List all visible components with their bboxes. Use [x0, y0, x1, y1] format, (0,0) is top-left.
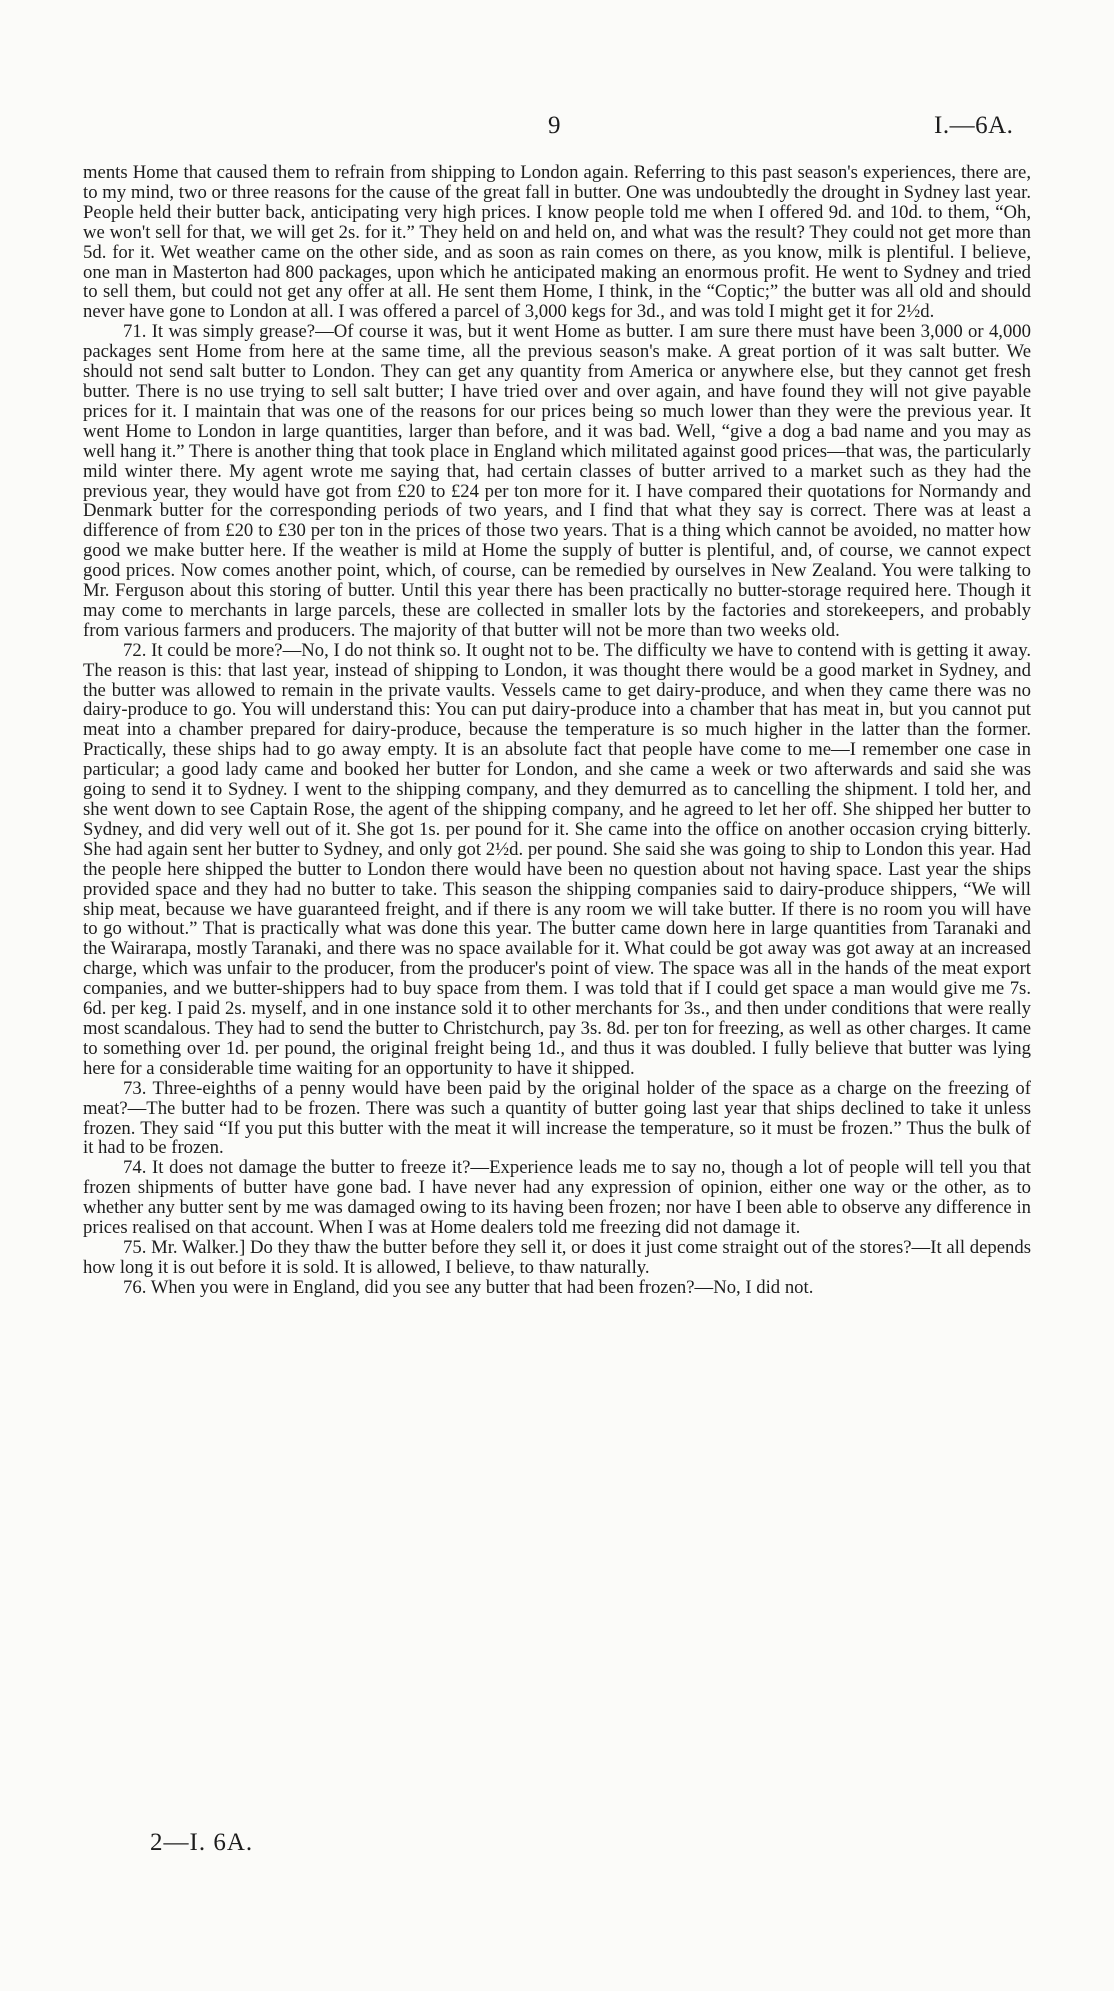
- signature-mark: 2—I. 6A.: [150, 1829, 254, 1856]
- page-number: 9: [548, 112, 561, 139]
- paragraph-75: 75. Mr. Walker.] Do they thaw the butter before they sell it, or does it just come straight out of the stores?—It all depends how long it is out before it is sold. It is allowed, I believe, to thaw naturally.: [83, 1236, 1031, 1278]
- document-reference: I.—6A.: [934, 112, 1014, 139]
- body-text: [83, 163, 1031, 1298]
- paragraph-74: 74. It does not damage the butter to freeze it?—Experience leads me to say no, though a lot of people will tell you that frozen shipments of butter have gone bad. I have never had any expression of opinion, either one way or the other, as to whether any butter sent by me was damaged owing to its having been frozen; nor have I been able to observe any difference in prices realised on that account. When I was at Home dealers told me freezing did not damage it.: [83, 1157, 1031, 1239]
- paragraph-72: 72. It could be more?—No, I do not think so. It ought not to be. The difficulty we have to contend with is getting it away. The reason is this: that last year, instead of shipping to London, it was thought there would be a good market in Sydney, and the butter was allowed to remain in the private vaults. Vessels came to get dairy-produce, and when they came there was no dairy-produce to go. You will understand this: You can put dairy-produce into a chamber that has meat in, but you cannot put meat into a chamber prepared for dairy-produce, because the temperature is so much higher in the latter than the former. Practically, these ships had to go away empty. It is an absolute fact that people have come to me—I remember one case in particular; a good lady came and booked her butter for London, and she came a week or two afterwards and said she was going to send it to Sydney. I went to the shipping company, and they demurred as to cancelling the shipment. I told her, and she went down to see Captain Rose, the agent of the shipping company, and he agreed to let her off. She shipped her butter to Sydney, and did very well out of it. She got 1s. per pound for it. She came into the office on another occasion crying bitterly. She had again sent her butter to Sydney, and only got 2½d. per pound. She said she was going to ship to London this year. Had the people here shipped the butter to London there would have been no question about not having space. Last year the ships provided space and they had no butter to take. This season the shipping companies said to dairy-produce shippers, “We will ship meat, because we have guaranteed freight, and if there is any room we will take butter. If there is no room you will have to go without.” That is practically what was done this year. The butter came down here in large quantities from Taranaki and the Wairarapa, mostly Taranaki, and there was no space available for it. What could be got away was got away at an increased charge, which was unfair to the producer, from the producer's point of view. The space was all in the hands of the meat export companies, and we butter-shippers had to buy space from them. I was told that if I could get space a man would give me 7s. 6d. per keg. I paid 2s. myself, and in one instance sold it to other merchants for 3s., and then under conditions that were really most scandalous. They had to send the butter to Christchurch, pay 3s. 8d. per ton for freezing, as well as other charges. It came to something over 1d. per pound, the original freight being 1d., and thus it was doubled. I fully believe that butter was lying here for a considerable time waiting for an opportunity to have it shipped.: [83, 639, 1031, 1079]
- paragraph-continuation: ments Home that caused them to refrain from shipping to London again. Referring to this past season's experiences, there are, to my mind, two or three reasons for the cause of the great fall in butter. One was undoubtedly the drought in Sydney last year. People held their butter back, anticipating very high prices. I know people told me when I offered 9d. and 10d. to them, “Oh, we won't sell for that, we will get 2s. for it.” They held on and held on, and what was the result? They could not get more than 5d. for it. Wet weather came on the other side, and as soon as rain comes on there, as you know, milk is plentiful. I believe, one man in Masterton had 800 packages, upon which he anticipated making an enormous profit. He went to Sydney and tried to sell them, but could not get any offer at all. He sent them Home, I think, in the “Coptic;” the butter was all old and should never have gone to London at all. I was offered a parcel of 3,000 kegs for 3d., and was told I might get it for 2½d.: [83, 162, 1031, 323]
- paragraph-76: 76. When you were in England, did you see any butter that had been frozen?—No, I did not.: [123, 1276, 814, 1298]
- paragraph-71: 71. It was simply grease?—Of course it was, but it went Home as butter. I am sure there must have been 3,000 or 4,000 packages sent Home from here at the same time, all the previous season's make. A great portion of it was salt butter. We should not send salt butter to London. They can get any quantity from America or anywhere else, but they cannot get fresh butter. There is no use trying to sell salt butter; I have tried over and over again, and have found they will not give payable prices for it. I maintain that was one of the reasons for our prices being so much lower than they were the previous year. It went Home to London in large quantities, larger than before, and it was bad. Well, “give a dog a bad name and you may as well hang it.” There is another thing that took place in England which militated against good prices—that was, the particularly mild winter there. My agent wrote me saying that, had certain classes of butter arrived to a market such as they had the previous year, they would have got from £20 to £24 per ton more for it. I have compared their quotations for Normandy and Denmark butter for the corresponding periods of two years, and I find that what they say is correct. There was at least a difference of from £20 to £30 per ton in the prices of those two years. That is a thing which cannot be avoided, no matter how good we make butter here. If the weather is mild at Home the supply of butter is plentiful, and, of course, we cannot expect good prices. Now comes another point, which, of course, can be remedied by ourselves in New Zealand. You were talking to Mr. Ferguson about this storing of butter. Until this year there has been practically no butter-storage required here. Though it may come to merchants in large parcels, these are collected in smaller lots by the factories and storekeepers, and probably from various farmers and producers. The majority of that butter will not be more than two weeks old.: [83, 321, 1031, 641]
- paragraph-73: 73. Three-eighths of a penny would have been paid by the original holder of the space as a charge on the freezing of meat?—The butter had to be frozen. There was such a quantity of butter going last year that ships declined to take it unless frozen. They said “If you put this butter with the meat it will increase the temperature, so it must be frozen.” Thus the bulk of it had to be frozen.: [83, 1077, 1031, 1159]
